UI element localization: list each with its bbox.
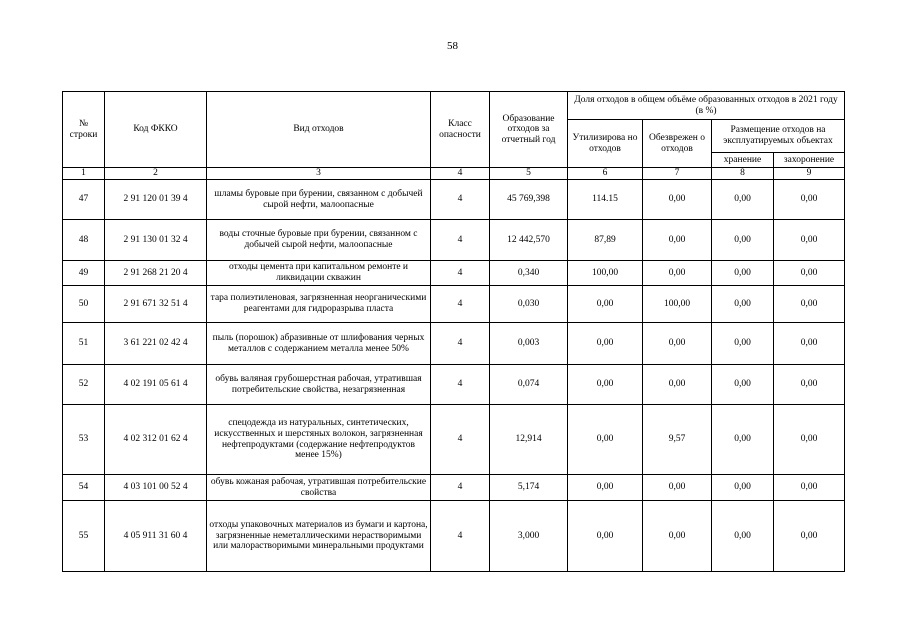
hazard-class: 4 bbox=[431, 220, 490, 261]
storage-share: 0,00 bbox=[712, 365, 774, 405]
header-storage: хранение bbox=[712, 153, 774, 168]
row-number: 52 bbox=[63, 365, 105, 405]
row-number: 49 bbox=[63, 261, 105, 286]
burial-share: 0,00 bbox=[774, 286, 845, 323]
table-row bbox=[63, 261, 845, 286]
hazard-class: 4 bbox=[431, 365, 490, 405]
header-hazard-class: Класс опасности bbox=[431, 92, 490, 168]
generation-amount: 12,914 bbox=[490, 405, 568, 475]
column-number: 9 bbox=[774, 168, 845, 180]
header-generation: Образование отходов за отчетный год bbox=[490, 92, 568, 168]
neutralization-share: 0,00 bbox=[643, 365, 712, 405]
header-neutralization: Обезврежен о отходов bbox=[643, 120, 712, 168]
column-number: 6 bbox=[568, 168, 643, 180]
row-number: 48 bbox=[63, 220, 105, 261]
table-row bbox=[63, 475, 845, 501]
table-row bbox=[63, 365, 845, 405]
fkko-code: 4 03 101 00 52 4 bbox=[105, 475, 207, 501]
header-row-no: № строки bbox=[63, 92, 105, 168]
row-number: 53 bbox=[63, 405, 105, 475]
waste-name: отходы упаковочных материалов из бумаги и картона, загрязненные неметаллическими нерастворимыми или малорастворимыми минеральными продуктами bbox=[207, 501, 431, 572]
generation-amount: 3,000 bbox=[490, 501, 568, 572]
fkko-code: 2 91 120 01 39 4 bbox=[105, 180, 207, 220]
page-number: 58 bbox=[447, 40, 458, 52]
column-number: 7 bbox=[643, 168, 712, 180]
storage-share: 0,00 bbox=[712, 261, 774, 286]
header-share-group: Доля отходов в общем объёме образованных отходов в 2021 году (в %) bbox=[568, 92, 845, 120]
utilization-share: 0,00 bbox=[568, 365, 643, 405]
fkko-code: 4 02 191 05 61 4 bbox=[105, 365, 207, 405]
neutralization-share: 100,00 bbox=[643, 286, 712, 323]
neutralization-share: 0,00 bbox=[643, 323, 712, 365]
hazard-class: 4 bbox=[431, 323, 490, 365]
row-number: 51 bbox=[63, 323, 105, 365]
hazard-class: 4 bbox=[431, 180, 490, 220]
row-number: 54 bbox=[63, 475, 105, 501]
storage-share: 0,00 bbox=[712, 475, 774, 501]
hazard-class: 4 bbox=[431, 261, 490, 286]
column-number: 5 bbox=[490, 168, 568, 180]
column-number: 2 bbox=[105, 168, 207, 180]
row-number: 47 bbox=[63, 180, 105, 220]
header-placement-group: Размещение отходов на эксплуатируемых объектах bbox=[712, 120, 845, 153]
burial-share: 0,00 bbox=[774, 220, 845, 261]
utilization-share: 0,00 bbox=[568, 286, 643, 323]
storage-share: 0,00 bbox=[712, 323, 774, 365]
column-numbers-row bbox=[63, 168, 845, 180]
storage-share: 0,00 bbox=[712, 180, 774, 220]
header-utilization: Утилизирова но отходов bbox=[568, 120, 643, 168]
generation-amount: 12 442,570 bbox=[490, 220, 568, 261]
header-fkko-code: Код ФККО bbox=[105, 92, 207, 168]
burial-share: 0,00 bbox=[774, 323, 845, 365]
utilization-share: 0,00 bbox=[568, 405, 643, 475]
column-number: 8 bbox=[712, 168, 774, 180]
hazard-class: 4 bbox=[431, 475, 490, 501]
hazard-class: 4 bbox=[431, 405, 490, 475]
table-row bbox=[63, 286, 845, 323]
fkko-code: 2 91 268 21 20 4 bbox=[105, 261, 207, 286]
utilization-share: 114.15 bbox=[568, 180, 643, 220]
neutralization-share: 0,00 bbox=[643, 475, 712, 501]
burial-share: 0,00 bbox=[774, 475, 845, 501]
fkko-code: 2 91 671 32 51 4 bbox=[105, 286, 207, 323]
fkko-code: 2 91 130 01 32 4 bbox=[105, 220, 207, 261]
generation-amount: 0,030 bbox=[490, 286, 568, 323]
burial-share: 0,00 bbox=[774, 180, 845, 220]
neutralization-share: 0,00 bbox=[643, 501, 712, 572]
table-row bbox=[63, 323, 845, 365]
utilization-share: 100,00 bbox=[568, 261, 643, 286]
storage-share: 0,00 bbox=[712, 501, 774, 572]
fkko-code: 3 61 221 02 42 4 bbox=[105, 323, 207, 365]
storage-share: 0,00 bbox=[712, 405, 774, 475]
waste-name: спецодежда из натуральных, синтетических, искусственных и шерстяных волокон, загрязненная нефтепродуктами (содержание нефтепродуктов менее 15%) bbox=[207, 405, 431, 475]
generation-amount: 5,174 bbox=[490, 475, 568, 501]
burial-share: 0,00 bbox=[774, 261, 845, 286]
utilization-share: 0,00 bbox=[568, 501, 643, 572]
row-number: 50 bbox=[63, 286, 105, 323]
fkko-code: 4 02 312 01 62 4 bbox=[105, 405, 207, 475]
generation-amount: 0,003 bbox=[490, 323, 568, 365]
generation-amount: 45 769,398 bbox=[490, 180, 568, 220]
column-number: 1 bbox=[63, 168, 105, 180]
header-waste-type: Вид отходов bbox=[207, 92, 431, 168]
table-row bbox=[63, 220, 845, 261]
row-number: 55 bbox=[63, 501, 105, 572]
waste-table bbox=[62, 91, 845, 572]
waste-name: пыль (порошок) абразивные от шлифования черных металлов с содержанием металла менее 50% bbox=[207, 323, 431, 365]
neutralization-share: 0,00 bbox=[643, 220, 712, 261]
waste-name: обувь кожаная рабочая, утратившая потребительские свойства bbox=[207, 475, 431, 501]
burial-share: 0,00 bbox=[774, 365, 845, 405]
utilization-share: 0,00 bbox=[568, 475, 643, 501]
utilization-share: 0,00 bbox=[568, 323, 643, 365]
header-burial: захоронение bbox=[774, 153, 845, 168]
waste-name: воды сточные буровые при бурении, связанном с добычей сырой нефти, малоопасные bbox=[207, 220, 431, 261]
table-row bbox=[63, 501, 845, 572]
neutralization-share: 9,57 bbox=[643, 405, 712, 475]
waste-name: тара полиэтиленовая, загрязненная неорганическими реагентами для гидроразрыва пласта bbox=[207, 286, 431, 323]
column-number: 4 bbox=[431, 168, 490, 180]
utilization-share: 87,89 bbox=[568, 220, 643, 261]
fkko-code: 4 05 911 31 60 4 bbox=[105, 501, 207, 572]
burial-share: 0,00 bbox=[774, 501, 845, 572]
neutralization-share: 0,00 bbox=[643, 180, 712, 220]
table-row bbox=[63, 405, 845, 475]
storage-share: 0,00 bbox=[712, 220, 774, 261]
table-row bbox=[63, 180, 845, 220]
column-number: 3 bbox=[207, 168, 431, 180]
neutralization-share: 0,00 bbox=[643, 261, 712, 286]
waste-name: шламы буровые при бурении, связанном с добычей сырой нефти, малоопасные bbox=[207, 180, 431, 220]
generation-amount: 0,074 bbox=[490, 365, 568, 405]
storage-share: 0,00 bbox=[712, 286, 774, 323]
waste-name: обувь валяная грубошерстная рабочая, утратившая потребительские свойства, незагрязненная bbox=[207, 365, 431, 405]
generation-amount: 0,340 bbox=[490, 261, 568, 286]
hazard-class: 4 bbox=[431, 286, 490, 323]
hazard-class: 4 bbox=[431, 501, 490, 572]
burial-share: 0,00 bbox=[774, 405, 845, 475]
waste-name: отходы цемента при капитальном ремонте и ликвидации скважин bbox=[207, 261, 431, 286]
